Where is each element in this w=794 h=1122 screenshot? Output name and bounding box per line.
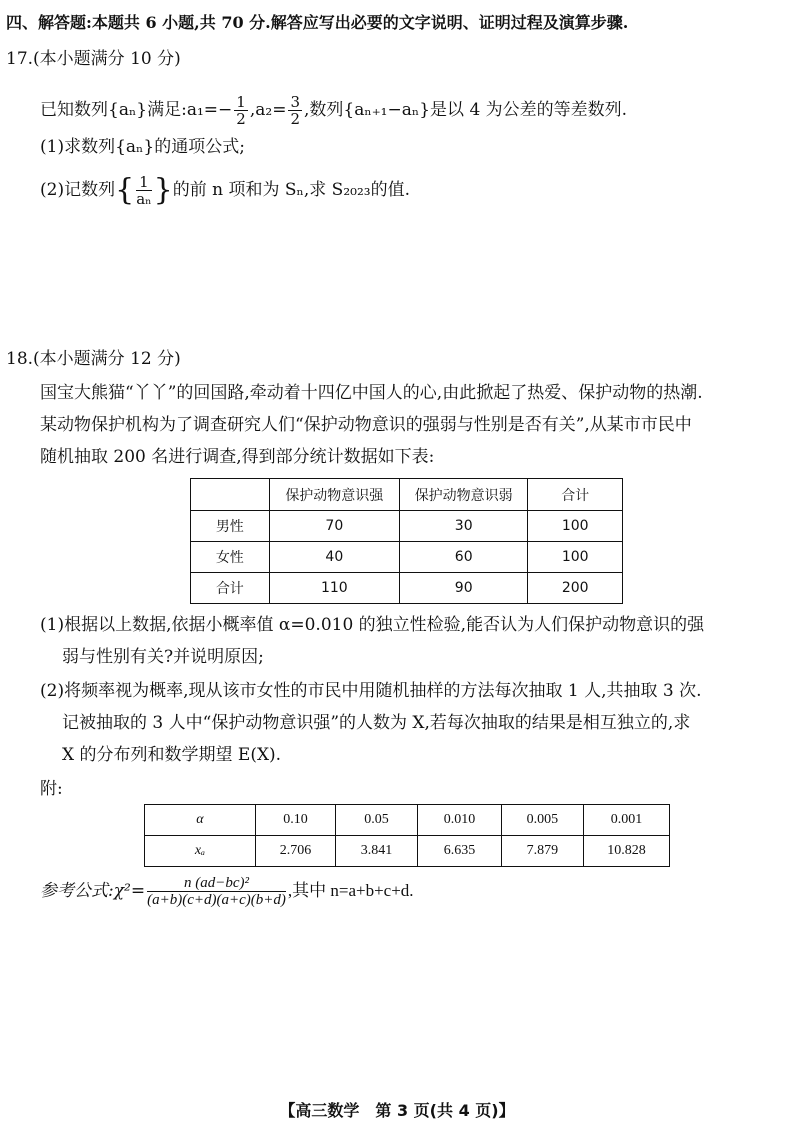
table-cell xyxy=(191,479,270,511)
q17-stem xyxy=(40,90,627,130)
chi-square-fraction: $\frac{\text{n (ad−bc)²}}{(a+b)(c+d)(a+c)(b+d)}$ xyxy=(147,875,286,908)
table-cell: 合计 xyxy=(528,479,623,511)
q18-part2-line2: 记被抽取的 3 人中“保护动物意识强”的人数为 X,若每次抽取的结果是相互独立的,求 xyxy=(62,713,691,733)
q18-para-3: 随机抽取 200 名进行调查,得到部分统计数据如下表: xyxy=(40,447,435,467)
q17-header: 17.(本小题满分 10 分) xyxy=(6,49,181,69)
table-cell: 男性 xyxy=(191,511,270,542)
table-cell: 100 xyxy=(528,542,623,573)
table-cell: 女性 xyxy=(191,542,270,573)
q17-stem-c: ,数列{aₙ₊₁−aₙ}是以 4 为公差的等差数列. xyxy=(304,100,628,120)
table-cell: 100 xyxy=(528,511,623,542)
table-row xyxy=(191,573,623,604)
critical-value-table xyxy=(144,804,670,867)
table-cell: 保护动物意识弱 xyxy=(400,479,528,511)
q18-part1-line1: (1)根据以上数据,依据小概率值 α=0.010 的独立性检验,能否认为人们保护动物意识的强 xyxy=(40,615,705,635)
table-cell: 110 xyxy=(269,573,399,604)
survey-table-header-row xyxy=(191,479,623,511)
table-row xyxy=(191,511,623,542)
table-cell: xₐ xyxy=(145,836,256,867)
appendix-label: 附: xyxy=(40,779,63,799)
table-cell: 0.010 xyxy=(417,805,501,836)
q18-part2-line1: (2)将频率视为概率,现从该市女性的市民中用随机抽样的方法每次抽取 1 人,共抽取 3 次. xyxy=(40,681,702,701)
table-cell: 30 xyxy=(400,511,528,542)
table-cell: 2.706 xyxy=(255,836,335,867)
page-footer: 【高三数学 第 3 页(共 4 页)】 xyxy=(279,1101,515,1120)
survey-table xyxy=(190,478,623,604)
q18-header: 18.(本小题满分 12 分) xyxy=(6,349,181,369)
table-cell: 3.841 xyxy=(336,836,418,867)
table-cell: 90 xyxy=(400,573,528,604)
table-cell: 0.10 xyxy=(255,805,335,836)
table-cell: 10.828 xyxy=(583,836,669,867)
table-cell: 6.635 xyxy=(417,836,501,867)
q17-stem-b: ,a₂= xyxy=(249,100,287,120)
q18-part2-line3: X 的分布列和数学期望 E(X). xyxy=(62,745,282,765)
table-row xyxy=(191,542,623,573)
q17-frac-2: $\frac{3}{2}$ xyxy=(290,93,300,128)
section-title: 四、解答题:本题共 6 小题,共 70 分.解答应写出必要的文字说明、证明过程及演算步骤. xyxy=(6,13,629,32)
q17-stem-a: 已知数列{aₙ}满足:a₁=− xyxy=(40,100,233,120)
table-cell: 0.001 xyxy=(583,805,669,836)
table-cell: 60 xyxy=(400,542,528,573)
table-cell: α xyxy=(145,805,256,836)
table-cell: 40 xyxy=(269,542,399,573)
q18-part1-line2: 弱与性别有关?并说明原因; xyxy=(62,647,264,667)
q18-para-2: 某动物保护机构为了调查研究人们“保护动物意识的强弱与性别是否有关”,从某市市民中 xyxy=(40,415,692,435)
table-cell: 0.005 xyxy=(501,805,583,836)
table-cell: 7.879 xyxy=(501,836,583,867)
q17-part2-frac: $\frac{1}{\text{aₙ}}$ xyxy=(136,173,152,208)
table-cell: 200 xyxy=(528,573,623,604)
q17-part1: (1)求数列{aₙ}的通项公式; xyxy=(40,137,245,157)
formula-label: 参考公式:χ²= xyxy=(40,881,146,901)
table-cell: 0.05 xyxy=(336,805,418,836)
reference-formula xyxy=(40,870,414,912)
formula-tail: ,其中 n=a+b+c+d. xyxy=(287,881,414,900)
table-cell: 保护动物意识强 xyxy=(269,479,399,511)
table-cell: 70 xyxy=(269,511,399,542)
table-row xyxy=(145,836,670,867)
table-row xyxy=(145,805,670,836)
q18-para-1: 国宝大熊猫“丫丫”的回国路,牵动着十四亿中国人的心,由此掀起了热爱、保护动物的热潮. xyxy=(40,383,703,403)
q17-frac-1: $\frac{1}{2}$ xyxy=(236,93,246,128)
table-cell: 合计 xyxy=(191,573,270,604)
q17-part2: (2)记数列{ $\frac{1}{\text{aₙ}}$ }的前 n 项和为 Sₙ,求 S₂₀₂₃的值. xyxy=(40,172,410,208)
